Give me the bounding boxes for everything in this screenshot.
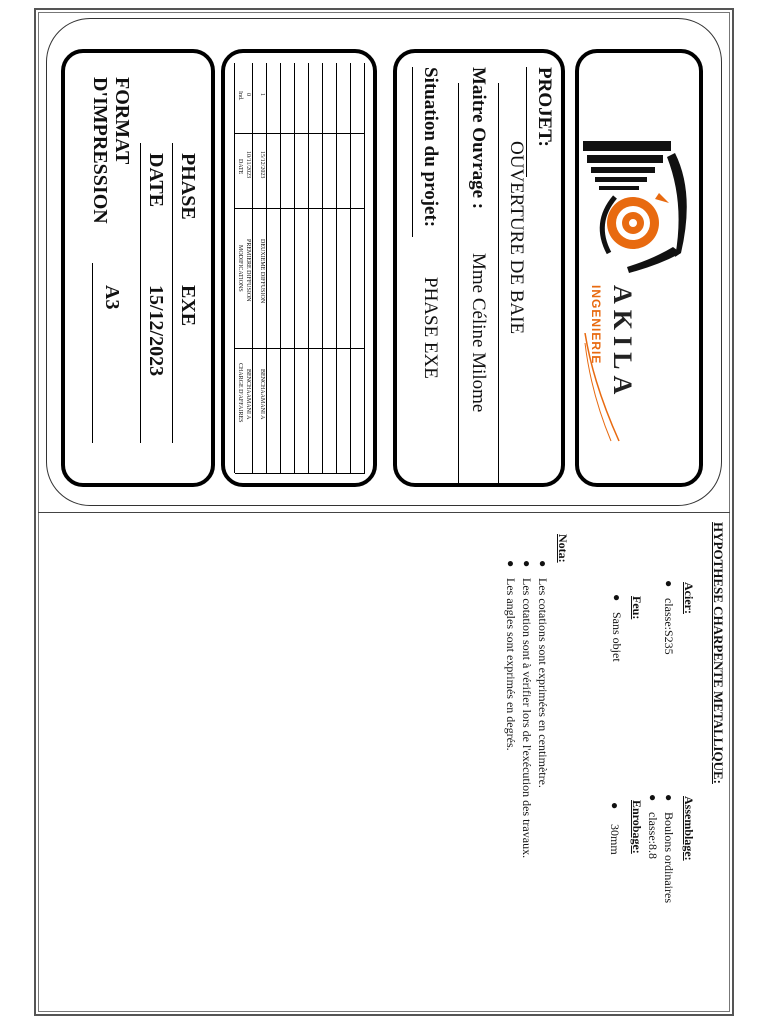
nota-item-1: Les cotations sont exprimées en centimètre. bbox=[536, 578, 550, 788]
date-line bbox=[140, 143, 141, 443]
nota-label: Nota: bbox=[556, 534, 570, 563]
format-label-2: D'IMPRESSION bbox=[89, 77, 111, 224]
nota-item-3: Les angles sont exprimés en degrés. bbox=[504, 578, 518, 751]
rotated-sheet bbox=[38, 12, 730, 1012]
row-1-ind: 1 bbox=[259, 93, 265, 96]
row-0-charge: BENCHAAMANI A bbox=[245, 369, 251, 420]
header-ind: Ind. bbox=[237, 91, 243, 101]
bullet-icon: ● bbox=[610, 594, 624, 602]
format-line bbox=[92, 263, 93, 443]
owner-label: Maitre Ouvrage : bbox=[468, 67, 489, 210]
format-value: A3 bbox=[101, 285, 123, 310]
bullet-icon: ● bbox=[662, 794, 676, 802]
bullet-icon: ● bbox=[536, 560, 550, 568]
title-block bbox=[46, 18, 722, 506]
bullet-icon: ● bbox=[646, 794, 660, 802]
enrobage-label: Enrobage: bbox=[630, 800, 644, 854]
logo-box bbox=[575, 49, 703, 487]
nota-item-2: Les cotation sont à vérifier lors de l'exécution des travaux. bbox=[520, 578, 534, 859]
assemblage-label: Assemblage: bbox=[682, 796, 696, 861]
project-value-line bbox=[498, 83, 499, 483]
header-charge: CHARGE D'AFFAIRES bbox=[237, 363, 243, 423]
feu-value: Sans objet bbox=[610, 612, 624, 662]
logo-subtitle: INGENIERIE bbox=[589, 285, 603, 365]
situation-label: Situation du projet: bbox=[420, 67, 441, 228]
acier-label: Acier: bbox=[682, 582, 696, 614]
eye-logo-icon bbox=[581, 133, 689, 283]
revision-table bbox=[221, 49, 377, 487]
header-modifications: MODIFICATIONS bbox=[237, 245, 243, 292]
bullet-icon: ● bbox=[608, 802, 622, 810]
row-0-date: 10/11/2023 bbox=[245, 151, 251, 179]
notes-panel bbox=[38, 514, 730, 1012]
date-value: 15/12/2023 bbox=[145, 285, 167, 377]
situation-value: PHASE EXE bbox=[420, 277, 441, 379]
bullet-icon: ● bbox=[520, 560, 534, 568]
format-label-1: FORMAT bbox=[111, 77, 133, 165]
bullet-icon: ● bbox=[504, 560, 518, 568]
phase-value: EXE bbox=[177, 285, 199, 327]
row-0-mod: PREMIERE DIFFUSION bbox=[245, 239, 251, 302]
bullet-icon: ● bbox=[662, 580, 676, 588]
situation-line bbox=[412, 67, 413, 237]
project-value: OUVERTURE DE BAIE bbox=[506, 141, 527, 335]
header-date: DATE bbox=[237, 159, 243, 175]
owner-value: Mme Céline Milome bbox=[468, 253, 489, 413]
notes-title: HYPOTHESE CHARPENTE METALLIQUE: bbox=[711, 522, 726, 784]
logo-swoosh-icon bbox=[583, 333, 623, 443]
project-box bbox=[393, 49, 565, 487]
enrobage-value: 30mm bbox=[608, 824, 622, 855]
feu-label: Feu: bbox=[630, 596, 644, 620]
phase-box bbox=[61, 49, 215, 487]
assemblage-value-1: Boulons ordinaires bbox=[662, 812, 676, 903]
company-logo bbox=[581, 133, 689, 423]
project-label: PROJET: bbox=[534, 67, 555, 147]
row-0-ind: 0 bbox=[245, 93, 251, 96]
phase-label: PHASE bbox=[177, 153, 199, 220]
phase-line bbox=[172, 143, 173, 443]
revision-grid bbox=[233, 63, 365, 473]
acier-value: classe:S235 bbox=[662, 598, 676, 655]
logo-name: AKILA bbox=[608, 285, 637, 401]
row-1-charge: BENCHAAMANI A bbox=[259, 369, 265, 420]
assemblage-value-2: classe:8.8 bbox=[646, 812, 660, 859]
date-label: DATE bbox=[145, 153, 167, 208]
owner-line bbox=[458, 83, 459, 483]
row-1-date: 15/12/2023 bbox=[259, 151, 265, 179]
row-1-mod: DEUXIEME DIFFUSION bbox=[259, 239, 265, 304]
